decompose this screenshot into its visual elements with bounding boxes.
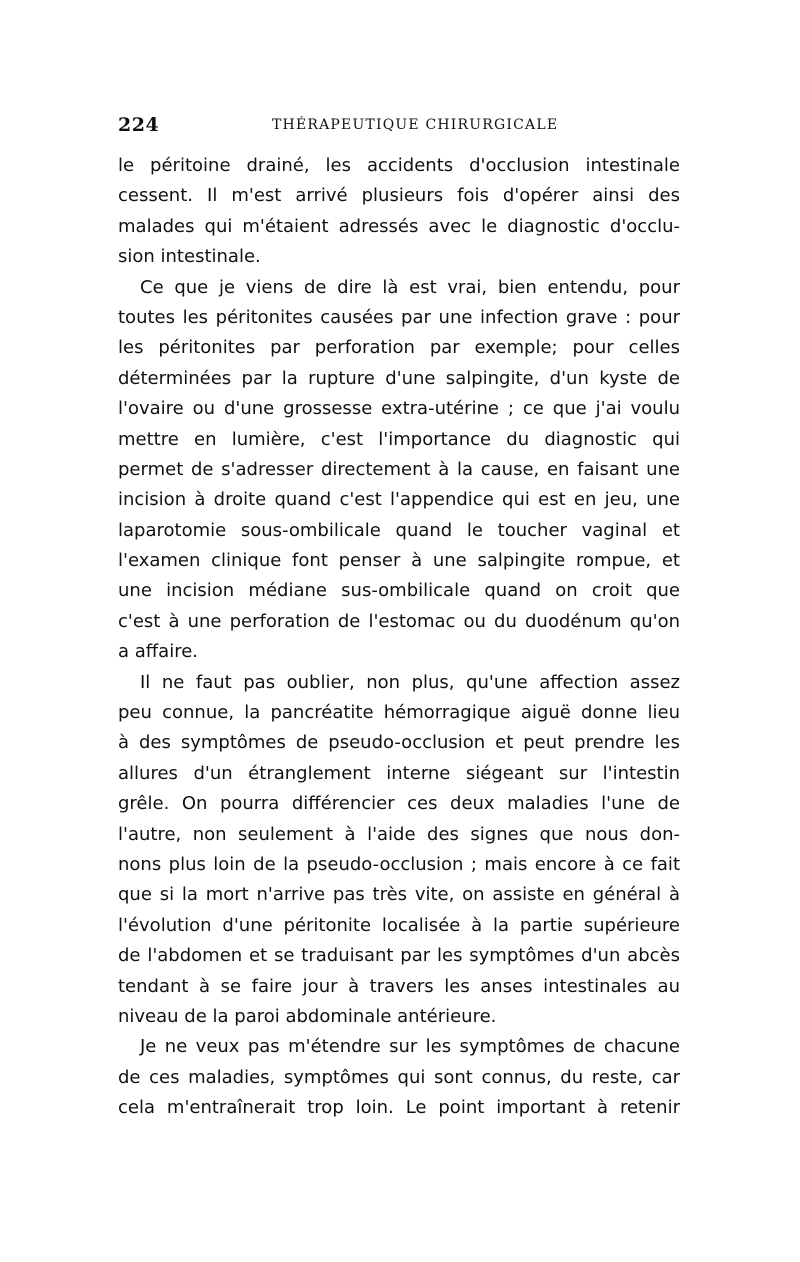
text-line: c'est à une perforation de l'estomac ou du duodénum qu'on	[118, 610, 680, 632]
text-line: les péritonites par perforation par exemple; pour celles	[118, 337, 680, 359]
text-line: tendant à se faire jour à travers les anses intestinales au	[118, 975, 680, 997]
text-line: à des symptômes de pseudo-occlusion et peut prendre les	[118, 732, 680, 754]
text-line: Il ne faut pas oublier, non plus, qu'une affection assez	[140, 671, 680, 693]
text-line: toutes les péritonites causées par une infection grave : pour	[118, 306, 680, 328]
paragraph	[118, 668, 680, 1033]
text-line: mettre en lumière, c'est l'importance du diagnostic qui	[118, 428, 680, 450]
text-line: incision à droite quand c'est l'appendice qui est en jeu, une	[118, 489, 680, 511]
text-line: déterminées par la rupture d'une salpingite, d'un kyste de	[118, 367, 680, 389]
paragraph	[118, 1032, 680, 1123]
page-header	[118, 114, 678, 142]
text-line: que si la mort n'arrive pas très vite, on assiste en général à	[118, 884, 680, 906]
text-line: l'examen clinique font penser à une salpingite rompue, et	[118, 550, 680, 572]
text-line: niveau de la paroi abdominale antérieure.	[118, 1005, 497, 1027]
text-line: l'ovaire ou d'une grossesse extra-utérine ; ce que j'ai voulu	[118, 398, 680, 420]
text-line: nons plus loin de la pseudo-occlusion ; mais encore à ce fait	[118, 853, 680, 875]
page-number: 224	[118, 114, 160, 136]
text-line: sion intestinale.	[118, 246, 261, 268]
running-title: THÉRAPEUTIQUE CHIRURGICALE	[272, 117, 559, 133]
paragraph	[118, 151, 680, 273]
text-line: Ce que je viens de dire là est vrai, bien entendu, pour	[140, 276, 680, 298]
text-line: malades qui m'étaient adressés avec le diagnostic d'occlu-	[118, 215, 680, 237]
text-line: l'autre, non seulement à l'aide des signes que nous don-	[118, 823, 680, 845]
text-line: permet de s'adresser directement à la cause, en faisant une	[118, 458, 680, 480]
body-text	[118, 151, 680, 1124]
text-line: grêle. On pourra différencier ces deux maladies l'une de	[118, 793, 680, 815]
text-line: de l'abdomen et se traduisant par les symptômes d'un abcès	[118, 945, 680, 967]
text-line: une incision médiane sus-ombilicale quand on croit que	[118, 580, 680, 602]
text-line: Je ne veux pas m'étendre sur les symptômes de chacune	[140, 1036, 680, 1058]
text-line: laparotomie sous-ombilicale quand le toucher vaginal et	[118, 519, 680, 541]
text-line: cela m'entraînerait trop loin. Le point important à retenir	[118, 1097, 680, 1119]
text-line: peu connue, la pancréatite hémorragique aiguë donne lieu	[118, 702, 680, 724]
paragraph	[118, 273, 680, 668]
text-line: l'évolution d'une péritonite localisée à la partie supérieure	[118, 914, 680, 936]
text-line: a affaire.	[118, 641, 199, 663]
text-line: le péritoine drainé, les accidents d'occlusion intestinale	[118, 155, 680, 176]
text-line: de ces maladies, symptômes qui sont connus, du reste, car	[118, 1066, 680, 1088]
text-line: allures d'un étranglement interne siégeant sur l'intestin	[118, 762, 680, 784]
text-line: cessent. Il m'est arrivé plusieurs fois d'opérer ainsi des	[118, 185, 680, 207]
